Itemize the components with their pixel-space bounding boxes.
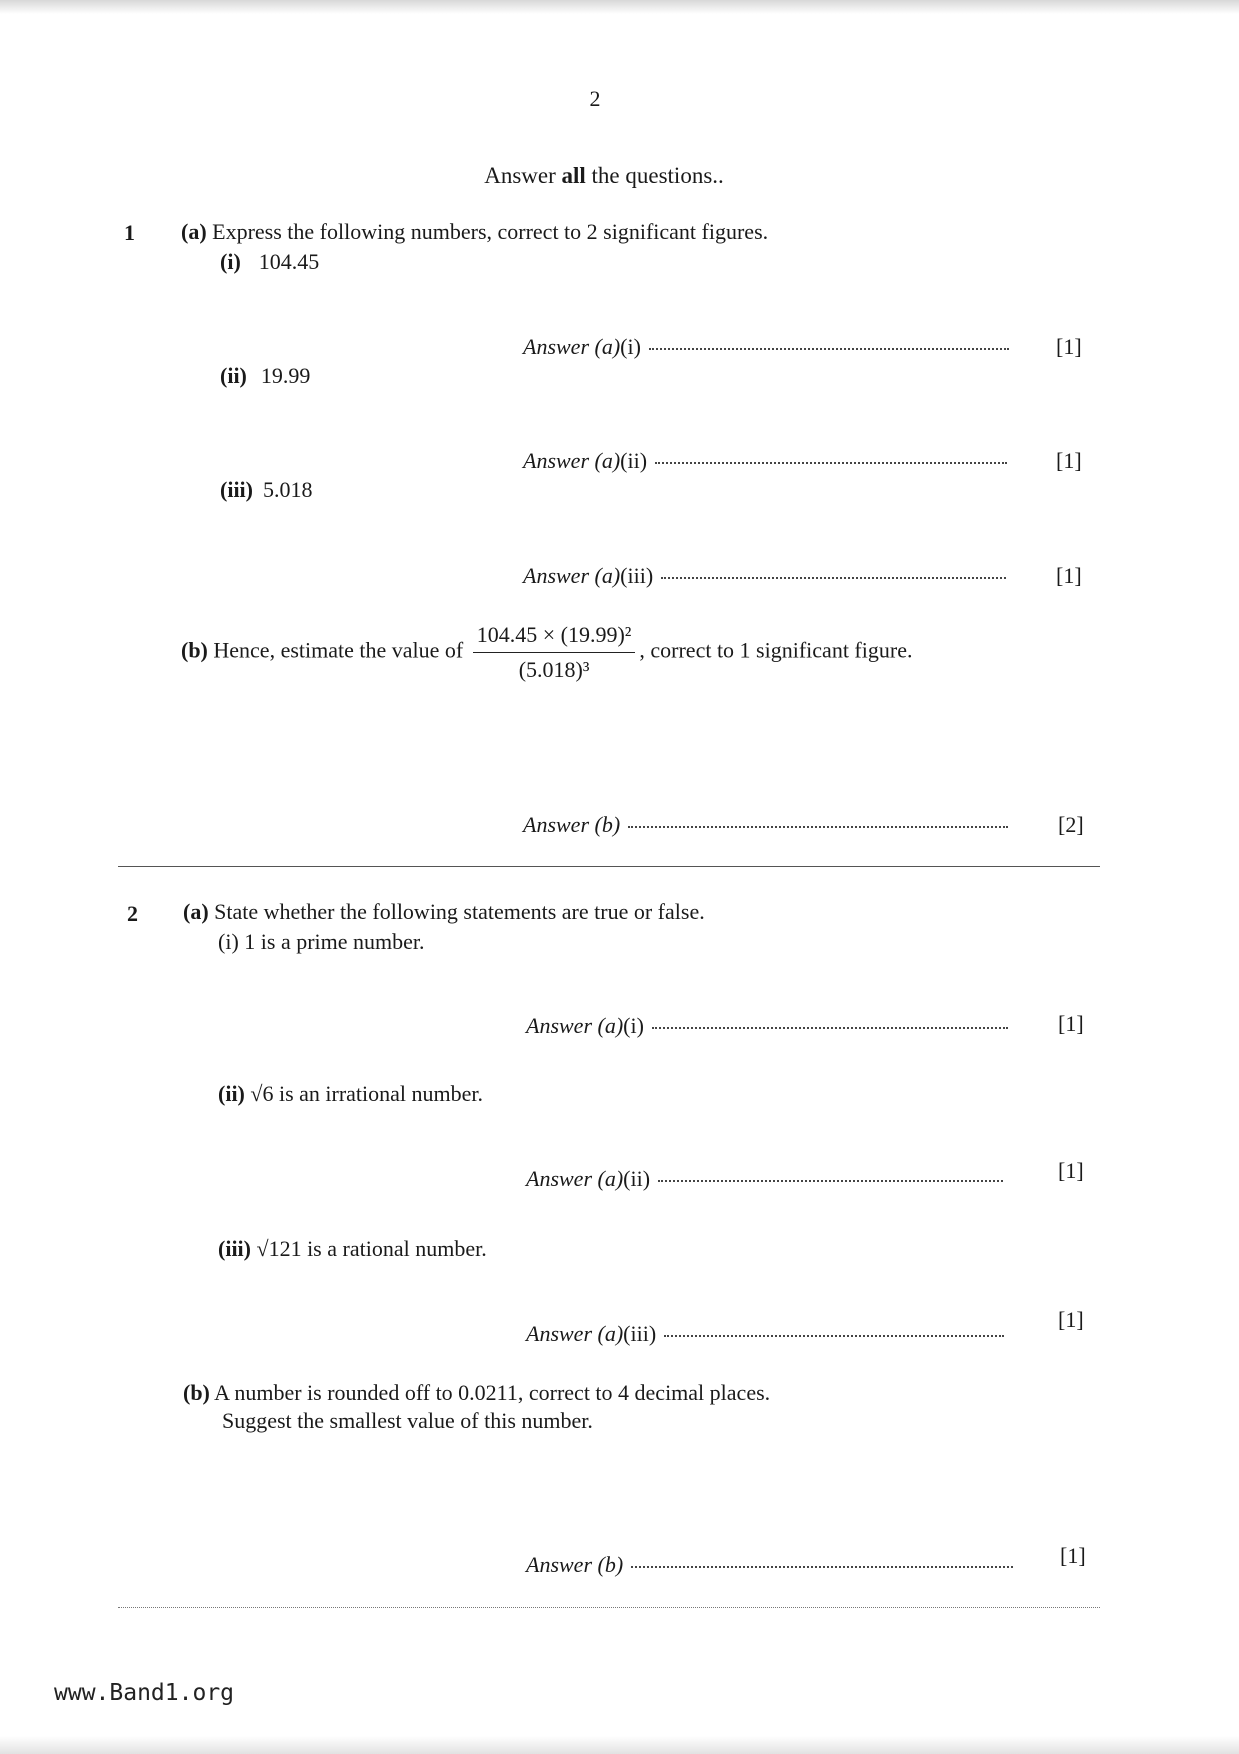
footer-url: www.Band1.org (54, 1680, 235, 1706)
answer-line[interactable] (628, 826, 1008, 828)
q2a-text: (a) State whether the following statements are true or false. (183, 899, 705, 924)
scan-edge-top (0, 0, 1239, 14)
q2a-ii-answer: Answer (a)(ii) (526, 1166, 1003, 1192)
q1a-ii-mark: [1] (1056, 448, 1082, 473)
answer-line[interactable] (661, 577, 1006, 579)
q2a-iii-answer: Answer (a)(iii) (526, 1321, 1004, 1347)
fraction: $\frac{\text{104.45 × (19.99)²}}{\text{(5.018)³}}$ (473, 622, 636, 683)
question-2-number: 2 (127, 901, 138, 926)
scan-edge-bottom (0, 1736, 1239, 1754)
question-1-number: 1 (124, 220, 135, 245)
q2a-i: (i) 1 is a prime number. (218, 929, 425, 954)
q1a-ii: (ii) 19.99 (220, 363, 311, 388)
q1a-text: (a) Express the following numbers, correct to 2 significant figures. (181, 219, 769, 244)
answer-line[interactable] (655, 462, 1007, 464)
q1a-iii-answer: Answer (a)(iii) (523, 563, 1006, 589)
instruction: Answer all the questions.. (484, 163, 724, 188)
q2a-i-answer: Answer (a)(i) (526, 1013, 1008, 1039)
answer-line[interactable] (652, 1027, 1008, 1029)
q1a-i: (i) 104.45 (220, 249, 320, 274)
page-number: 2 (589, 86, 601, 111)
q1b-mark: [2] (1058, 812, 1084, 837)
answer-line[interactable] (631, 1566, 1013, 1568)
q1a-iii: (iii) 5.018 (220, 477, 313, 502)
q1a-iii-mark: [1] (1056, 563, 1082, 588)
answer-line[interactable] (649, 348, 1009, 350)
section-divider (118, 866, 1100, 867)
q1b-text: (b) Hence, estimate the value of $\frac{\text{104.45 × (19.99)²}}{\text{(5.018)³}}$ , correct to 1 significant figure. (181, 622, 913, 682)
q2a-ii: (ii) √6 is an irrational number. (218, 1081, 484, 1106)
answer-line[interactable] (664, 1335, 1004, 1337)
section-divider (118, 1607, 1100, 1608)
q2b-answer: Answer (b) (526, 1552, 1013, 1578)
q2b-mark: [1] (1060, 1543, 1086, 1568)
q2a-ii-mark: [1] (1058, 1158, 1084, 1183)
q2a-i-mark: [1] (1058, 1011, 1084, 1036)
q1b-answer: Answer (b) (523, 812, 1008, 838)
q1a-i-answer: Answer (a)(i) (523, 334, 1009, 360)
q2b-line2: Suggest the smallest value of this number. (222, 1408, 593, 1433)
answer-line[interactable] (658, 1180, 1003, 1182)
q2b-text: (b) A number is rounded off to 0.0211, correct to 4 decimal places. (183, 1380, 771, 1405)
q1a-ii-answer: Answer (a)(ii) (523, 448, 1007, 474)
q1a-i-mark: [1] (1056, 334, 1082, 359)
q2a-iii: (iii) √121 is a rational number. (218, 1236, 487, 1261)
q2a-iii-mark: [1] (1058, 1307, 1084, 1332)
